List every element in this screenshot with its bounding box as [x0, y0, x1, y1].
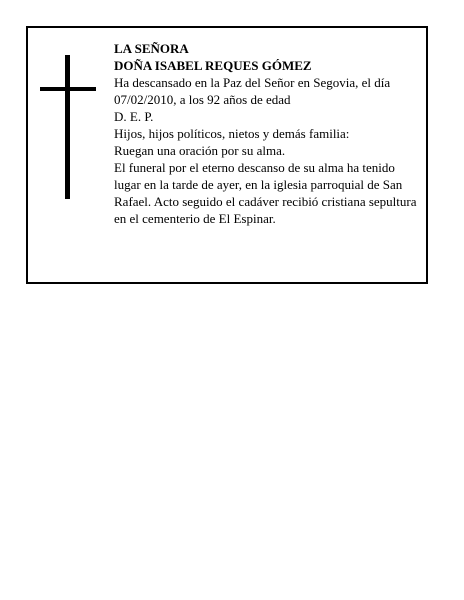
cross-horizontal-bar	[40, 87, 96, 91]
cross-vertical-bar	[65, 55, 70, 199]
cross-icon	[40, 55, 96, 199]
funeral-text: El funeral por el eterno descanso de su alma ha tenido lugar en la tarde de ayer, en la iglesia parroquial de San Rafael. Acto seguido el cadáver recibió cristiana sepultura en el cementerio de El Espinar.	[114, 160, 417, 226]
notice-text	[114, 40, 420, 227]
prayer-request-text: Ruegan una oración por su alma.	[114, 143, 286, 158]
obituary-notice	[26, 26, 428, 284]
deceased-name: DOÑA ISABEL REQUES GÓMEZ	[114, 58, 312, 73]
rest-announcement: Ha descansado en la Paz del Señor en Segovia, el día 07/02/2010, a los 92 años de edad	[114, 75, 391, 107]
notice-title-line-1: LA SEÑORA	[114, 41, 189, 56]
dep-text: D. E. P.	[114, 109, 154, 124]
family-text: Hijos, hijos políticos, nietos y demás familia:	[114, 126, 350, 141]
